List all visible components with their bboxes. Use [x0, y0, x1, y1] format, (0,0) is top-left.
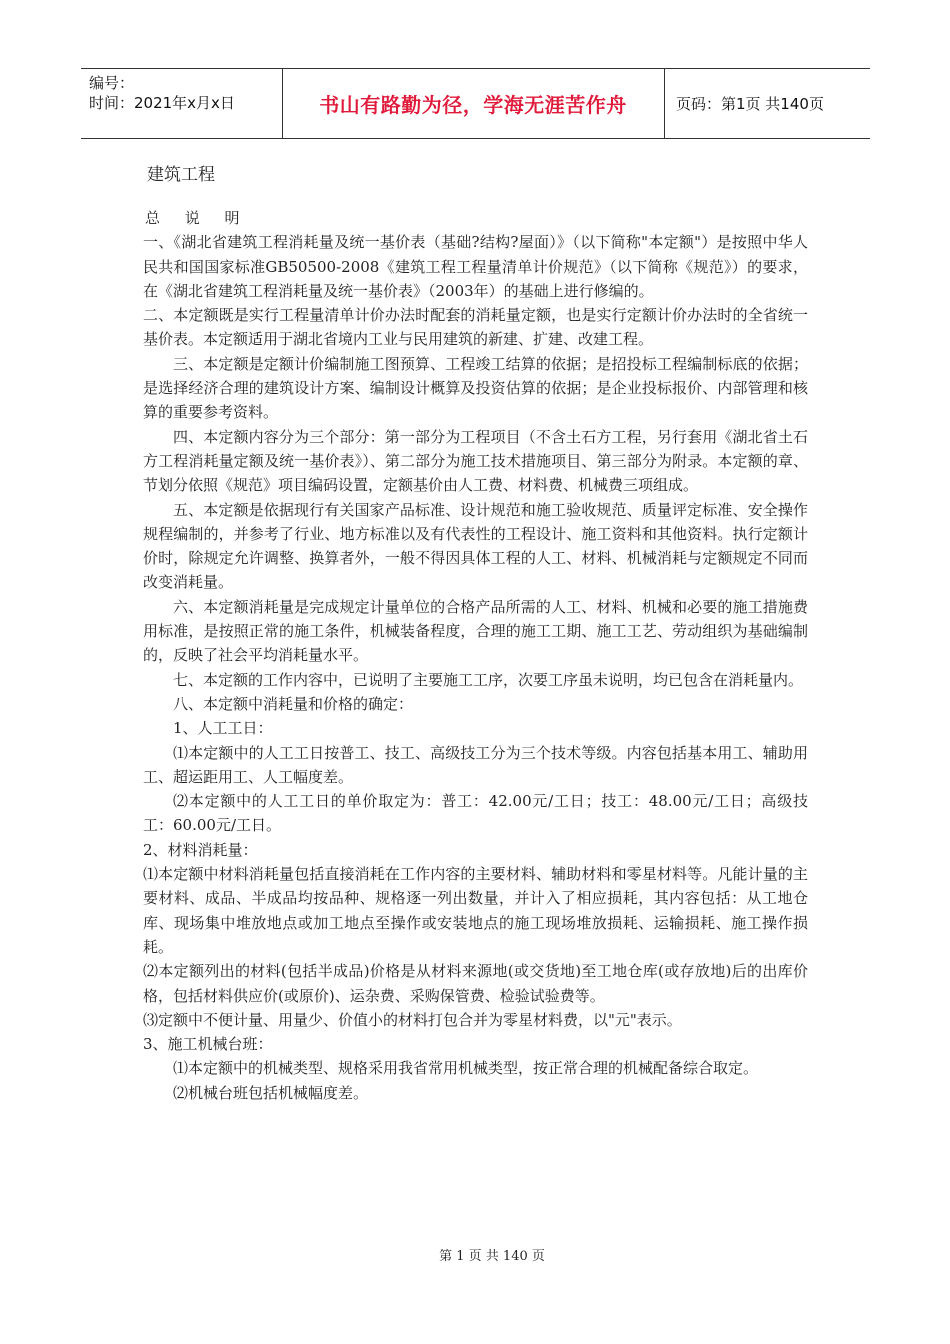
- paragraph: 四、本定额内容分为三个部分：第一部分为工程项目（不含土石方工程，另行套用《湖北省土石方工程消耗量定额及统一基价表》）、第二部分为施工技术措施项目、第三部分为附录。本定额的章、节划分依照《规范》项目编码设置，定额基价由人工费、材料费、机械费三项组成。: [143, 427, 808, 495]
- paragraph: ⑵本定额列出的材料(包括半成品)价格是从材料来源地(或交货地)至工地仓库(或存放地)后的出库价格，包括材料供应价(或原价)、运杂费、采购保管费、检验试验费等。: [143, 962, 808, 1005]
- paragraph: ⑴本定额中材料消耗量包括直接消耗在工作内容的主要材料、辅助材料和零星材料等。凡能计量的主要材料、成品、半成品均按品种、规格逐一列出数量，并计入了相应损耗，其内容包括：从工地仓库、现场集中堆放地点或加工地点至操作或安装地点的施工现场堆放损耗、运输损耗、施工操作损耗。: [143, 865, 808, 956]
- paragraph: ⑵本定额中的人工工日的单价取定为：普工：42.00元/工日；技工：48.00元/工日；高级技工：60.00元/工日。: [143, 792, 808, 835]
- paragraph: ⑵机械台班包括机械幅度差。: [173, 1083, 369, 1102]
- header-page-info: 页码：第1页 共140页: [676, 95, 824, 113]
- paragraph: 二、本定额既是实行工程量清单计价办法时配套的消耗量定额，也是实行定额计价办法时的全省统一基价表。本定额适用于湖北省境内工业与民用建筑的新建、扩建、改建工程。: [143, 306, 808, 349]
- document-date-label: 时间：2021年x月x日: [89, 94, 235, 112]
- header-motto: 书山有路勤为径，学海无涯苦作舟: [319, 93, 627, 117]
- paragraph: ⑴本定额中的人工工日按普工、技工、高级技工分为三个技术等级。内容包括基本用工、辅助用工、超运距用工、人工幅度差。: [143, 743, 808, 786]
- paragraph: 六、本定额消耗量是完成规定计量单位的合格产品所需的人工、材料、机械和必要的施工措施费用标准，是按照正常的施工条件，机械装备程度，合理的施工工期、施工工艺、劳动组织为基础编制的，反映了社会平均消耗量水平。: [143, 597, 808, 665]
- footer-page-number: 第 1 页 共 140 页: [439, 1249, 545, 1264]
- paragraph: 七、本定额的工作内容中，已说明了主要施工工序，次要工序虽未说明，均已包含在消耗量内。: [173, 670, 804, 689]
- page-header: [81, 68, 870, 139]
- paragraph: ⑴本定额中的机械类型、规格采用我省常用机械类型，按正常合理的机械配备综合取定。: [173, 1059, 759, 1078]
- document-title: 建筑工程: [147, 165, 215, 185]
- paragraph: 八、本定额中消耗量和价格的确定：: [173, 694, 414, 713]
- subsection-label: 1、人工工日：: [173, 719, 273, 738]
- page-footer: [0, 1245, 950, 1264]
- paragraph: 三、本定额是定额计价编制施工图预算、工程竣工结算的依据；是招投标工程编制标底的依据；是选择经济合理的建筑设计方案、编制设计概算及投资估算的依据；是企业投标报价、内部管理和核算的重要参考资料。: [143, 354, 808, 422]
- subsection-label: 2、材料消耗量：: [143, 840, 258, 859]
- paragraph: 一、《湖北省建筑工程消耗量及统一基价表（基础?结构?屋面）》（以下简称"本定额"）是按照中华人民共和国国家标准GB50500-2008《建筑工程工程量清单计价规范》（以下简称《规范》）的要求，在《湖北省建筑工程消耗量及统一基价表》（2003年）的基础上进行修编的。: [143, 233, 808, 300]
- document-body: [143, 206, 808, 1105]
- subsection-label: 3、施工机械台班：: [143, 1035, 273, 1054]
- document-number-label: 编号：: [89, 74, 135, 92]
- header-meta: [89, 73, 235, 113]
- section-heading: 总 说 明: [145, 209, 250, 227]
- paragraph: ⑶定额中不便计量、用量少、价值小的材料打包合并为零星材料费，以"元"表示。: [143, 1010, 682, 1029]
- paragraph: 五、本定额是依据现行有关国家产品标准、设计规范和施工验收规范、质量评定标准、安全操作规程编制的，并参考了行业、地方标准以及有代表性的工程设计、施工资料和其他资料。执行定额计价时，除规定允许调整、换算者外，一般不得因具体工程的人工、材料、机械消耗与定额规定不同而改变消耗量。: [143, 500, 808, 592]
